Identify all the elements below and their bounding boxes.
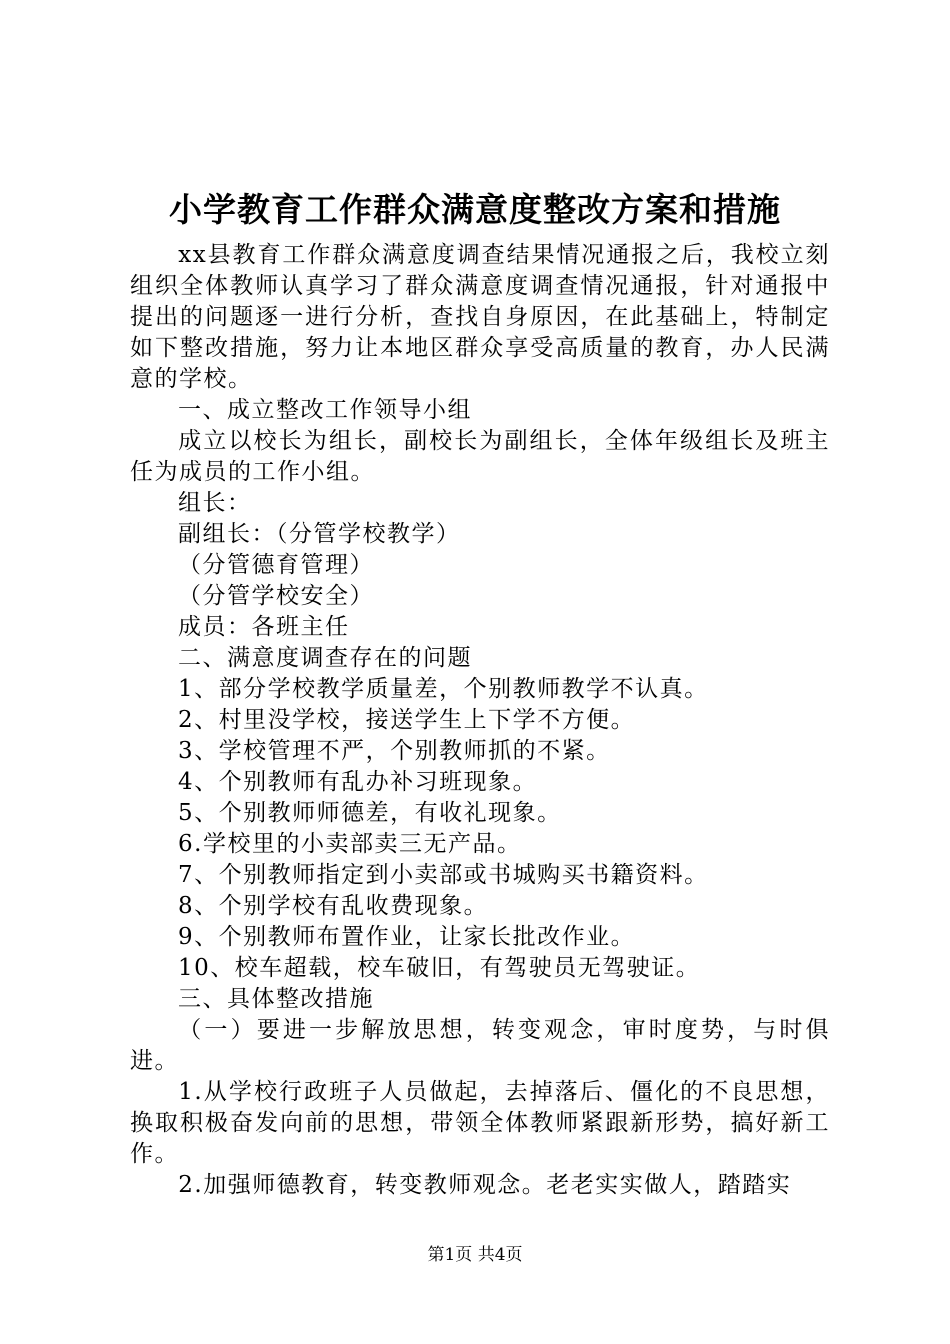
problem-item: 8、个别学校有乱收费现象。 bbox=[178, 893, 489, 919]
deputy-safety-line: （分管学校安全） bbox=[178, 583, 374, 609]
deputy-moral-line: （分管德育管理） bbox=[178, 552, 374, 578]
section3-subheading: （一）要进一步解放思想，转变观念，审时度势，与时俱进。 bbox=[130, 1017, 830, 1074]
section1-heading: 一、成立整改工作领导小组 bbox=[178, 397, 472, 423]
intro-paragraph: xx县教育工作群众满意度调查结果情况通报之后，我校立刻组织全体教师认真学习了群众满意度调查情况通报，针对通报中提出的问题逐一进行分析，查找自身原因，在此基础上，特制定如下整改措施，努力让本地区群众享受高质量的教育，办人民满意的学校。 bbox=[130, 242, 830, 392]
problem-item: 1、部分学校教学质量差，个别教师教学不认真。 bbox=[178, 676, 709, 702]
problem-item: 9、个别教师布置作业，让家长批改作业。 bbox=[178, 924, 636, 950]
measure-item: 2.加强师德教育，转变教师观念。老老实实做人，踏踏实 bbox=[178, 1172, 792, 1198]
section2-heading: 二、满意度调查存在的问题 bbox=[178, 645, 472, 671]
problem-item: 6.学校里的小卖部卖三无产品。 bbox=[178, 831, 522, 857]
problem-item: 3、学校管理不严，个别教师抓的不紧。 bbox=[178, 738, 611, 764]
problem-item: 10、校车超载，校车破旧，有驾驶员无驾驶证。 bbox=[178, 955, 701, 981]
section1-paragraph: 成立以校长为组长，副校长为副组长，全体年级组长及班主任为成员的工作小组。 bbox=[130, 428, 830, 485]
leader-line: 组长： bbox=[178, 490, 252, 516]
document-body bbox=[130, 240, 830, 1201]
document-title: 小学教育工作群众满意度整改方案和措施 bbox=[169, 190, 781, 229]
page-footer: 第1页 共4页 bbox=[427, 1245, 523, 1265]
measure-item: 1.从学校行政班子人员做起，去掉落后、僵化的不良思想，换取积极奋发向前的思想，带领全体教师紧跟新形势，搞好新工作。 bbox=[130, 1079, 830, 1167]
problem-item: 4、个别教师有乱办补习班现象。 bbox=[178, 769, 538, 795]
problem-item: 5、个别教师师德差，有收礼现象。 bbox=[178, 800, 562, 826]
deputy-leader-line: 副组长：（分管学校教学） bbox=[178, 521, 461, 547]
section3-heading: 三、具体整改措施 bbox=[178, 986, 374, 1012]
problem-item: 7、个别教师指定到小卖部或书城购买书籍资料。 bbox=[178, 862, 709, 888]
members-line: 成员：各班主任 bbox=[178, 614, 350, 640]
problem-item: 2、村里没学校，接送学生上下学不方便。 bbox=[178, 707, 636, 733]
